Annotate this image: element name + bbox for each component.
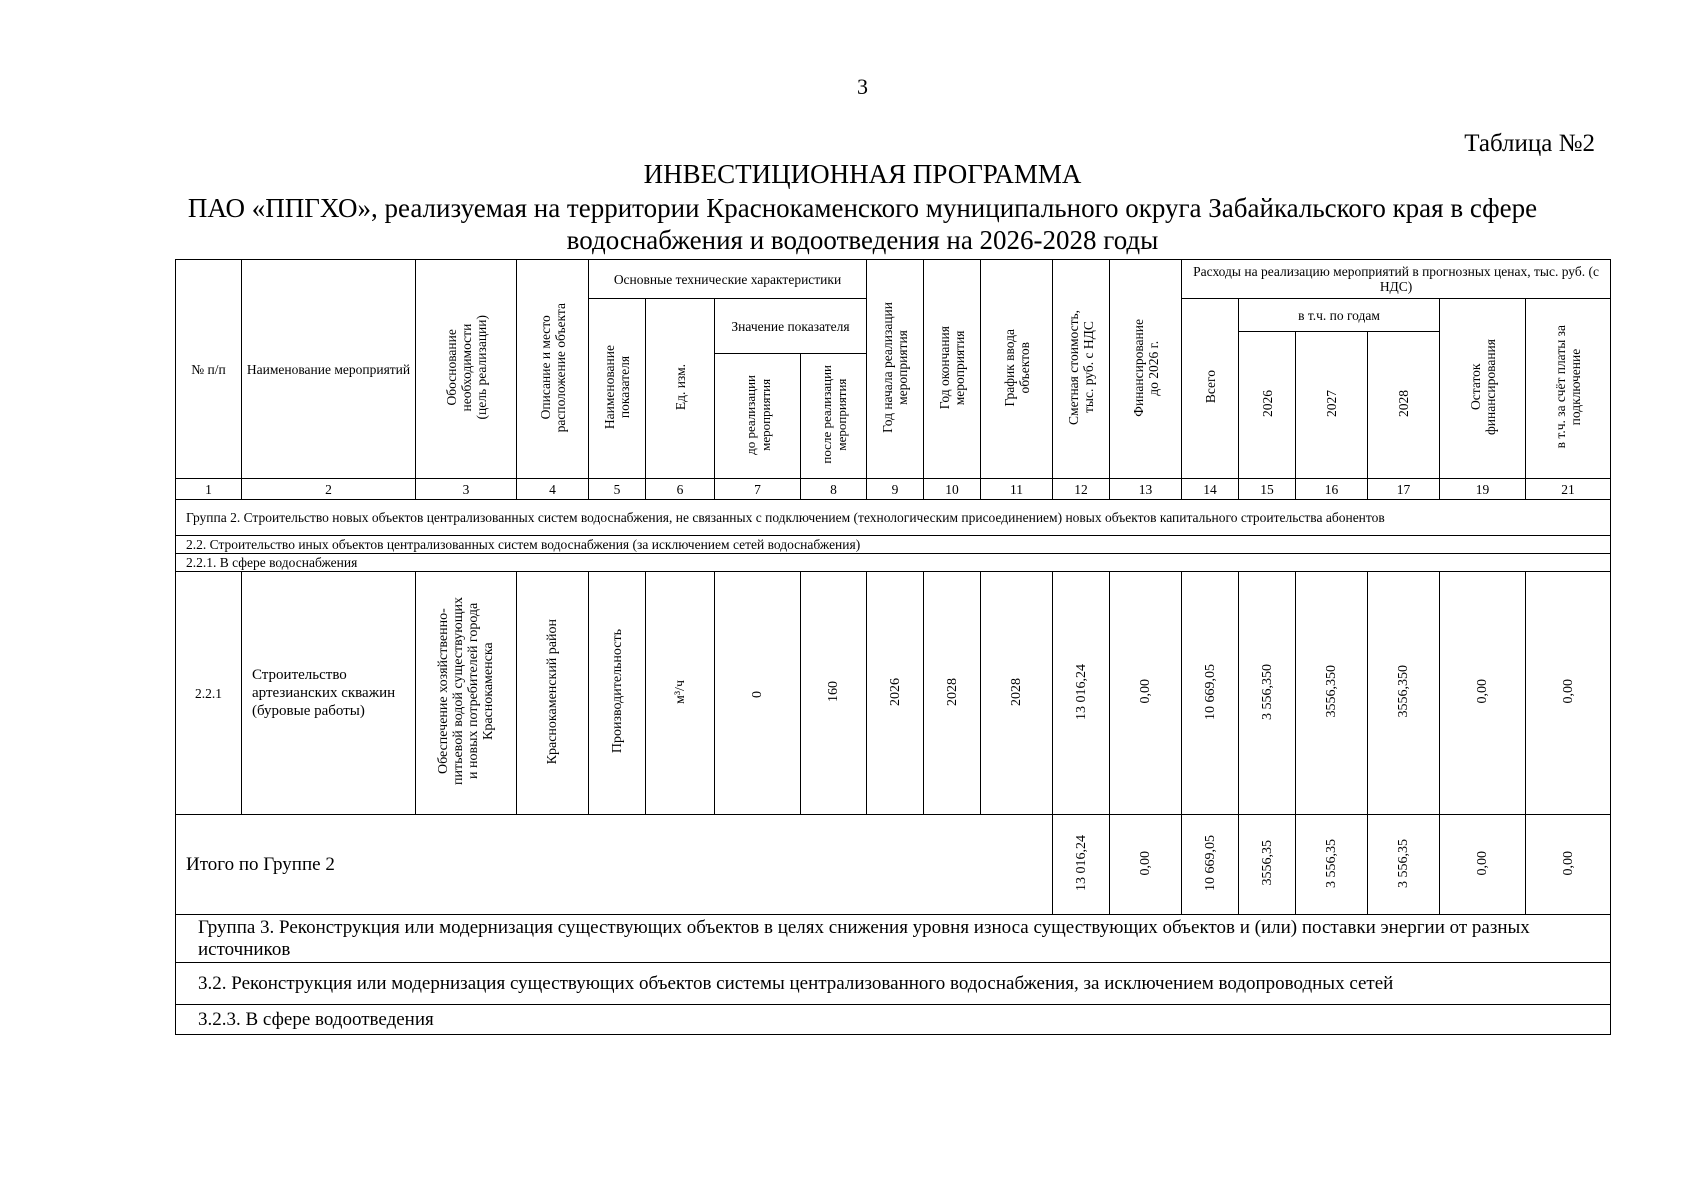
group2-row xyxy=(176,500,1611,536)
col-num: 5 xyxy=(589,479,646,500)
section-3-2-3: 3.2.3. В сфере водоотведения xyxy=(176,1005,1611,1035)
section-2-2-1-row xyxy=(176,554,1611,572)
section-2-2-1: 2.2.1. В сфере водоснабжения xyxy=(176,554,1611,572)
header-row-1 xyxy=(176,260,1611,299)
col-num: 11 xyxy=(981,479,1053,500)
row-remainder: 0,00 xyxy=(1440,572,1526,815)
col-num: 16 xyxy=(1296,479,1368,500)
section-3-2-3-row xyxy=(176,1005,1611,1035)
header-2026: 2026 xyxy=(1239,332,1296,479)
col-num: 6 xyxy=(646,479,715,500)
header-financing-before: Финансирование до 2026 г. xyxy=(1110,260,1182,479)
row-name: Строительство артезианских скважин (буровые работы) xyxy=(242,572,416,815)
group2-title: Группа 2. Строительство новых объектов централизованных систем водоснабжения, не связанных с подключением (технологическим присоединением) новых объектов капитального строительства абонентов xyxy=(176,500,1611,536)
total-financing-before: 0,00 xyxy=(1110,815,1182,915)
col-num: 10 xyxy=(924,479,981,500)
col-num: 3 xyxy=(416,479,517,500)
col-num: 12 xyxy=(1053,479,1110,500)
header-value-group: Значение показателя xyxy=(715,299,867,354)
total-2027: 3 556,35 xyxy=(1296,815,1368,915)
col-num: 15 xyxy=(1239,479,1296,500)
header-estimated-cost: Сметная стоимость, тыс. руб. с НДС xyxy=(1053,260,1110,479)
header-2028: 2028 xyxy=(1368,332,1440,479)
section-3-2-row xyxy=(176,963,1611,1005)
page-number: 3 xyxy=(857,74,868,99)
col-num: 8 xyxy=(801,479,867,500)
column-numbers-row xyxy=(176,479,1611,500)
header-expenses-group: Расходы на реализацию мероприятий в прогнозных ценах, тыс. руб. (с НДС) xyxy=(1182,260,1611,299)
investment-table xyxy=(175,259,1611,1035)
row-2027: 3556,350 xyxy=(1296,572,1368,815)
header-indicator-name: Наименование показателя xyxy=(589,299,646,479)
col-num: 21 xyxy=(1526,479,1611,500)
group3-row xyxy=(176,915,1611,963)
row-schedule: 2028 xyxy=(981,572,1053,815)
row-unit: м³/ч xyxy=(646,572,715,815)
col-num: 13 xyxy=(1110,479,1182,500)
document-title: ИНВЕСТИЦИОННАЯ ПРОГРАММА xyxy=(643,159,1082,189)
header-connection-fee: в т.ч. за счёт платы за подключение xyxy=(1526,299,1611,479)
header-end-year: Год окончания мероприятия xyxy=(924,260,981,479)
header-after: после реализации мероприятия xyxy=(801,354,867,479)
row-after: 160 xyxy=(801,572,867,815)
col-num: 4 xyxy=(517,479,589,500)
row-end-year: 2028 xyxy=(924,572,981,815)
section-2-2-row xyxy=(176,536,1611,554)
header-name: Наименование мероприятий xyxy=(242,260,416,479)
row-2026: 3 556,350 xyxy=(1239,572,1296,815)
section-2-2: 2.2. Строительство иных объектов централизованных систем водоснабжения (за исключением сетей водоснабжения) xyxy=(176,536,1611,554)
col-num: 19 xyxy=(1440,479,1526,500)
col-num: 17 xyxy=(1368,479,1440,500)
header-2027: 2027 xyxy=(1296,332,1368,479)
row-estimated-cost: 13 016,24 xyxy=(1053,572,1110,815)
header-by-years: в т.ч. по годам xyxy=(1239,299,1440,332)
table-label: Таблица №2 xyxy=(1464,130,1595,157)
header-start-year: Год начала реализации мероприятия xyxy=(867,260,924,479)
col-num: 7 xyxy=(715,479,801,500)
row-before: 0 xyxy=(715,572,801,815)
total-connection-fee: 0,00 xyxy=(1526,815,1611,915)
group2-total-row xyxy=(176,815,1611,915)
row-justification: Обеспечение хозяйственно- питьевой водой существующих и новых потребителей города Краснокаменска xyxy=(416,572,517,815)
table-row xyxy=(176,572,1611,815)
header-before: до реализации мероприятия xyxy=(715,354,801,479)
row-num: 2.2.1 xyxy=(176,572,242,815)
row-financing-before: 0,00 xyxy=(1110,572,1182,815)
header-remainder: Остаток финансирования xyxy=(1440,299,1526,479)
header-total: Всего xyxy=(1182,299,1239,479)
total-remainder: 0,00 xyxy=(1440,815,1526,915)
col-num: 14 xyxy=(1182,479,1239,500)
document-subtitle: ПАО «ППГХО», реализуемая на территории Краснокаменского муниципального округа Забайкальского края в сфере водоснабжения и водоотведения на 2026-2028 годы xyxy=(187,193,1538,255)
row-connection-fee: 0,00 xyxy=(1526,572,1611,815)
total-2026: 3556,35 xyxy=(1239,815,1296,915)
row-description: Краснокаменский район xyxy=(517,572,589,815)
col-num: 1 xyxy=(176,479,242,500)
total-total: 10 669,05 xyxy=(1182,815,1239,915)
group3-title: Группа 3. Реконструкция или модернизация существующих объектов в целях снижения уровня износа существующих объектов и (или) поставки энергии от разных источников xyxy=(176,915,1611,963)
header-description: Описание и место расположение объекта xyxy=(517,260,589,479)
total-estimated-cost: 13 016,24 xyxy=(1053,815,1110,915)
section-3-2: 3.2. Реконструкция или модернизация существующих объектов системы централизованного водоснабжения, за исключением водопроводных сетей xyxy=(176,963,1611,1005)
row-indicator: Производительность xyxy=(589,572,646,815)
header-tech-group: Основные технические характеристики xyxy=(589,260,867,299)
header-num: № п/п xyxy=(176,260,242,479)
col-num: 2 xyxy=(242,479,416,500)
row-2028: 3556,350 xyxy=(1368,572,1440,815)
header-justification: Обоснование необходимости (цель реализации) xyxy=(416,260,517,479)
header-unit: Ед. изм. xyxy=(646,299,715,479)
col-num: 9 xyxy=(867,479,924,500)
total-2028: 3 556,35 xyxy=(1368,815,1440,915)
row-total: 10 669,05 xyxy=(1182,572,1239,815)
header-schedule: График ввода объектов xyxy=(981,260,1053,479)
group2-total-label: Итого по Группе 2 xyxy=(176,815,1053,915)
row-start-year: 2026 xyxy=(867,572,924,815)
